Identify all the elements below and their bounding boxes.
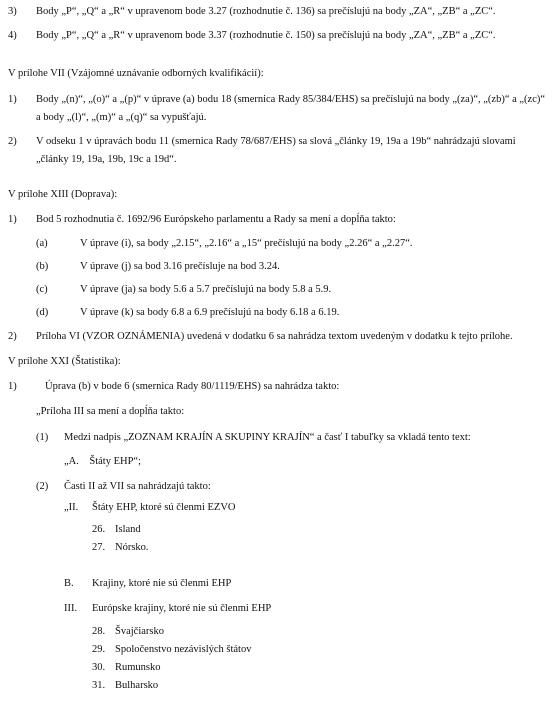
item-number: 1) bbox=[8, 94, 17, 105]
section-heading: V prílohe XXI (Štatistika): bbox=[8, 356, 121, 367]
list-item: Rumunsko bbox=[115, 662, 161, 673]
subitem-label: (2) bbox=[36, 481, 49, 492]
quoted-text: „Príloha III sa mení a dopĺňa takto: bbox=[36, 406, 185, 417]
section-heading: V prílohe XIII (Doprava): bbox=[8, 189, 118, 200]
list-section-label: „II. bbox=[64, 502, 79, 513]
subitem-text: Časti II až VII sa nahrádzajú takto: bbox=[64, 481, 211, 492]
list-section-label: III. bbox=[64, 603, 78, 614]
item-number: 2) bbox=[8, 331, 17, 342]
item-text: Príloha VI (VZOR OZNÁMENIA) uvedená v dodatku 6 sa nahrádza textom uvedeným v dodatku k tejto prílohe. bbox=[36, 331, 513, 342]
list-section-title: Európske krajiny, ktoré nie sú členmi EHP bbox=[92, 603, 272, 614]
list-section-label: B. bbox=[64, 578, 74, 589]
subitem-label: (b) bbox=[36, 261, 49, 272]
subitem-text: „A. Štáty EHP“; bbox=[64, 456, 141, 467]
subitem-label: (1) bbox=[36, 432, 49, 443]
list-section-title: Štáty EHP, ktoré sú členmi EZVO bbox=[92, 502, 236, 513]
subitem-text: V úprave (i), sa body „2.15“, „2.16“ a „15“ prečíslujú na body „2.26“ a „2.27“. bbox=[80, 238, 413, 249]
item-number: 1) bbox=[8, 381, 17, 392]
subitem-text: V úprave (j) sa bod 3.16 prečísluje na bod 3.24. bbox=[80, 261, 280, 272]
list-number: 27. bbox=[92, 542, 106, 553]
item-text: V odseku 1 v úpravách bodu 11 (smernica Rady 78/687/EHS) sa slová „články 19, 19a a 19b“ nahrádzajú slovami bbox=[36, 136, 516, 147]
subitem-label: (d) bbox=[36, 307, 49, 318]
section-heading: V prílohe VII (Vzájomné uznávanie odborných kvalifikácií): bbox=[8, 68, 264, 79]
list-number: 30. bbox=[92, 662, 106, 673]
subitem-label: (a) bbox=[36, 238, 48, 249]
subitem-text: Medzi nadpis „ZOZNAM KRAJÍN A SKUPINY KRAJÍN“ a časť I tabuľky sa vkladá tento text: bbox=[64, 432, 471, 443]
item-number: 1) bbox=[8, 214, 17, 225]
item-text: Bod 5 rozhodnutia č. 1692/96 Európskeho parlamentu a Rady sa mení a dopĺňa takto: bbox=[36, 214, 396, 225]
list-item: Island bbox=[115, 524, 141, 535]
list-section-title: Krajiny, ktoré nie sú členmi EHP bbox=[92, 578, 232, 589]
list-number: 31. bbox=[92, 680, 106, 691]
item-text-continuation: „články 19, 19a, 19b, 19c a 19d“. bbox=[36, 154, 177, 165]
item-text: Body „P“, „Q“ a „R“ v upravenom bode 3.27 (rozhodnutie č. 136) sa prečíslujú na body „ZA“, „ZB“ a „ZC“. bbox=[36, 6, 496, 17]
item-text: Úprava (b) v bode 6 (smernica Rady 80/1119/EHS) sa nahrádza takto: bbox=[45, 381, 340, 392]
list-number: 26. bbox=[92, 524, 106, 535]
item-text-continuation: a body „(l)“, „(m)“ a „(q)“ sa vypušťajú. bbox=[36, 112, 207, 123]
list-number: 29. bbox=[92, 644, 106, 655]
item-number: 4) bbox=[8, 30, 17, 41]
subitem-text: V úprave (k) sa body 6.8 a 6.9 prečíslujú na body 6.18 a 6.19. bbox=[80, 307, 340, 318]
item-text: Body „(n)“, „(o)“ a „(p)“ v úprave (a) bodu 18 (smernica Rady 85/384/EHS) sa prečíslujú na body „(za)“, „(zb)“ a „(zc)“ bbox=[36, 94, 546, 105]
list-item: Bulharsko bbox=[115, 680, 159, 691]
item-number: 2) bbox=[8, 136, 17, 147]
list-number: 28. bbox=[92, 626, 106, 637]
subitem-label: (c) bbox=[36, 284, 48, 295]
item-text: Body „P“, „Q“ a „R“ v upravenom bode 3.37 (rozhodnutie č. 150) sa prečíslujú na body „ZA“, „ZB“ a „ZC“. bbox=[36, 30, 496, 41]
subitem-text: V úprave (ja) sa body 5.6 a 5.7 prečíslujú na body 5.8 a 5.9. bbox=[80, 284, 332, 295]
list-item: Spoločenstvo nezávislých štátov bbox=[115, 644, 252, 655]
list-item: Švajčiarsko bbox=[115, 626, 164, 637]
list-item: Nórsko. bbox=[115, 542, 149, 553]
item-number: 3) bbox=[8, 6, 17, 17]
